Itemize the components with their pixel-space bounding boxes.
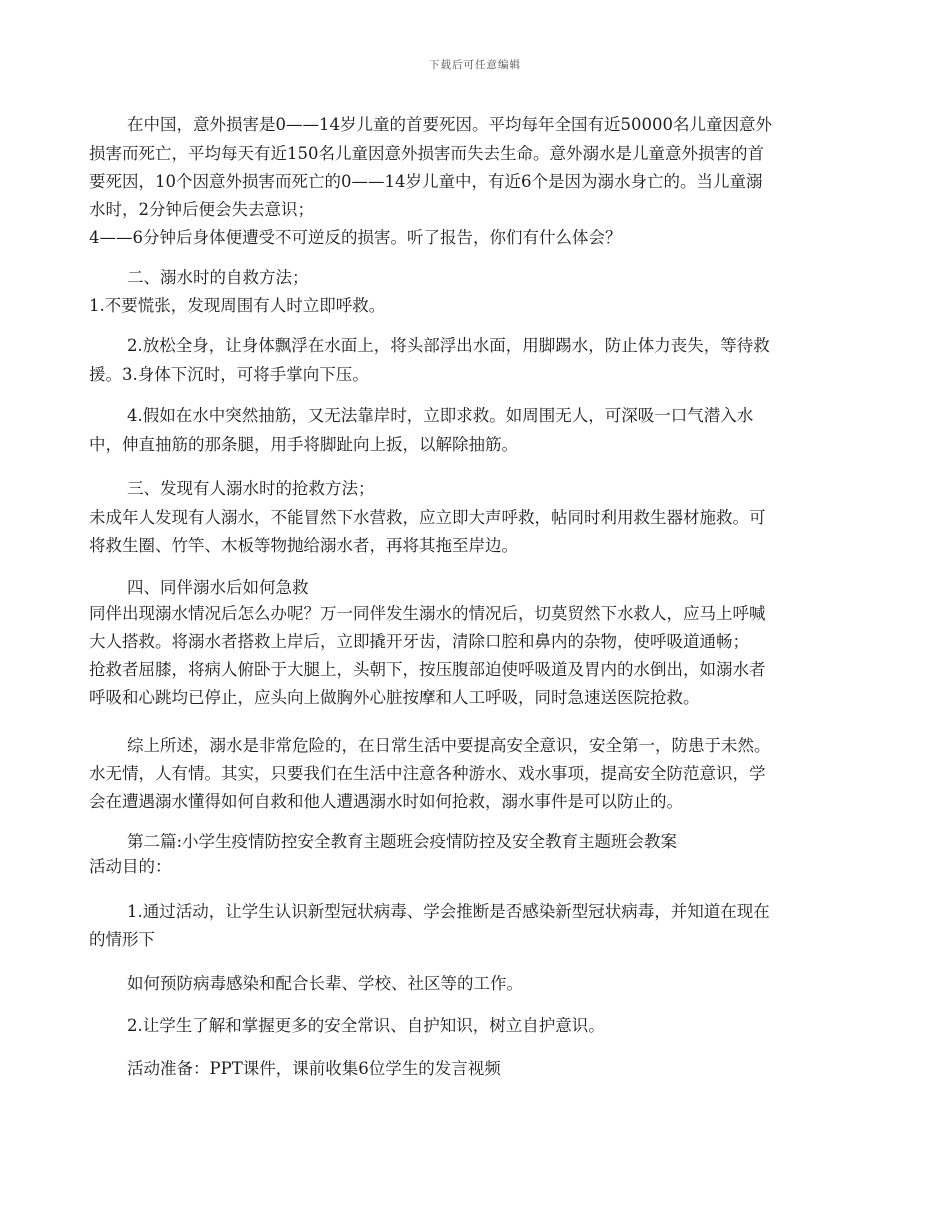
paragraph-line: 呼吸和心跳均已停止，应头向上做胸外心脏按摩和人工呼吸，同时急速送医院抢救。: [89, 688, 700, 707]
paragraph-line: 1.通过活动，让学生认识新型冠状病毒、学会推断是否感染新型冠状病毒，并知道在现在: [127, 902, 770, 921]
paragraph-line: 综上所述，溺水是非常危险的，在日常生活中要提高安全意识，安全第一，防患于未然。: [127, 736, 771, 755]
paragraph-line: 4.假如在水中突然抽筋，又无法靠岸时，立即求救。如周围无人，可深吸一口气潜入水: [127, 406, 754, 425]
paragraph-line: 如何预防病毒感染和配合长辈、学校、社区等的工作。: [127, 974, 523, 993]
section-heading: 三、发现有人溺水时的抢救方法；: [127, 479, 375, 498]
paragraph-line: 抢救者屈膝，将病人俯卧于大腿上，头朝下，按压腹部迫使呼吸道及胃内的水倒出，如溺水者: [89, 660, 766, 679]
section-heading: 二、溺水时的自救方法；: [127, 268, 309, 287]
paragraph-line: 将救生圈、竹竿、木板等物抛给溺水者，再将其拖至岸边。: [89, 536, 518, 555]
paragraph-line: 大人搭救。将溺水者搭救上岸后，立即撬开牙齿，清除口腔和鼻内的杂物，使呼吸道通畅；: [89, 632, 749, 651]
paragraph-line: 会在遭遇溺水懂得如何自救和他人遭遇溺水时如何抢救，溺水事件是可以防止的。: [89, 792, 683, 811]
section-heading: 活动目的：: [89, 857, 172, 876]
paragraph-line: 活动准备：PPT课件，课前收集6位学生的发言视频: [127, 1059, 501, 1078]
page-header: 下载后可任意编辑: [429, 59, 521, 71]
paragraph-line: 的情形下: [89, 930, 155, 949]
paragraph-line: 未成年人发现有人溺水，不能冒然下水营救，应立即大声呼救，帖同时利用救生器材施救。可: [89, 508, 766, 527]
section-heading: 四、同伴溺水后如何急救: [127, 578, 309, 597]
paragraph-line: 水无情，人有情。其实，只要我们在生活中注意各种游水、戏水事项，提高安全防范意识，学: [89, 764, 766, 783]
paragraph-line: 4——6分钟后身体便遭受不可逆反的损害。听了报告，你们有什么体会？: [89, 228, 622, 247]
paragraph-line: 1.不要慌张，发现周围有人时立即呼救。: [89, 296, 386, 315]
paragraph-line: 要死因，10个因意外损害而死亡的0——14岁儿童中，有近6个是因为溺水身亡的。当儿童溺: [89, 172, 763, 191]
paragraph-line: 2.放松全身，让身体飘浮在水面上，将头部浮出水面，用脚踢水，防止体力丧失，等待救: [127, 336, 770, 355]
chapter-heading: 第二篇:小学生疫情防控安全教育主题班会疫情防控及安全教育主题班会教案: [127, 832, 678, 851]
paragraph-line: 援。3.身体下沉时，可将手掌向下压。: [89, 365, 369, 384]
paragraph-line: 2.让学生了解和掌握更多的安全常识、自护知识，树立自护意识。: [127, 1016, 605, 1035]
paragraph-line: 水时，2分钟后便会失去意识；: [89, 200, 314, 219]
paragraph-line: 中，伸直抽筋的那条腿，用手将脚趾向上扳，以解除抽筋。: [89, 435, 518, 454]
paragraph-line: 损害而死亡，平均每天有近150名儿童因意外损害而失去生命。意外溺水是儿童意外损害的首: [89, 144, 764, 163]
paragraph-line: 同伴出现溺水情况后怎么办呢？万一同伴发生溺水的情况后，切莫贸然下水救人，应马上呼喊: [89, 604, 766, 623]
paragraph-line: 在中国，意外损害是0——14岁儿童的首要死因。平均每年全国有近50000名儿童因意外: [127, 115, 772, 134]
